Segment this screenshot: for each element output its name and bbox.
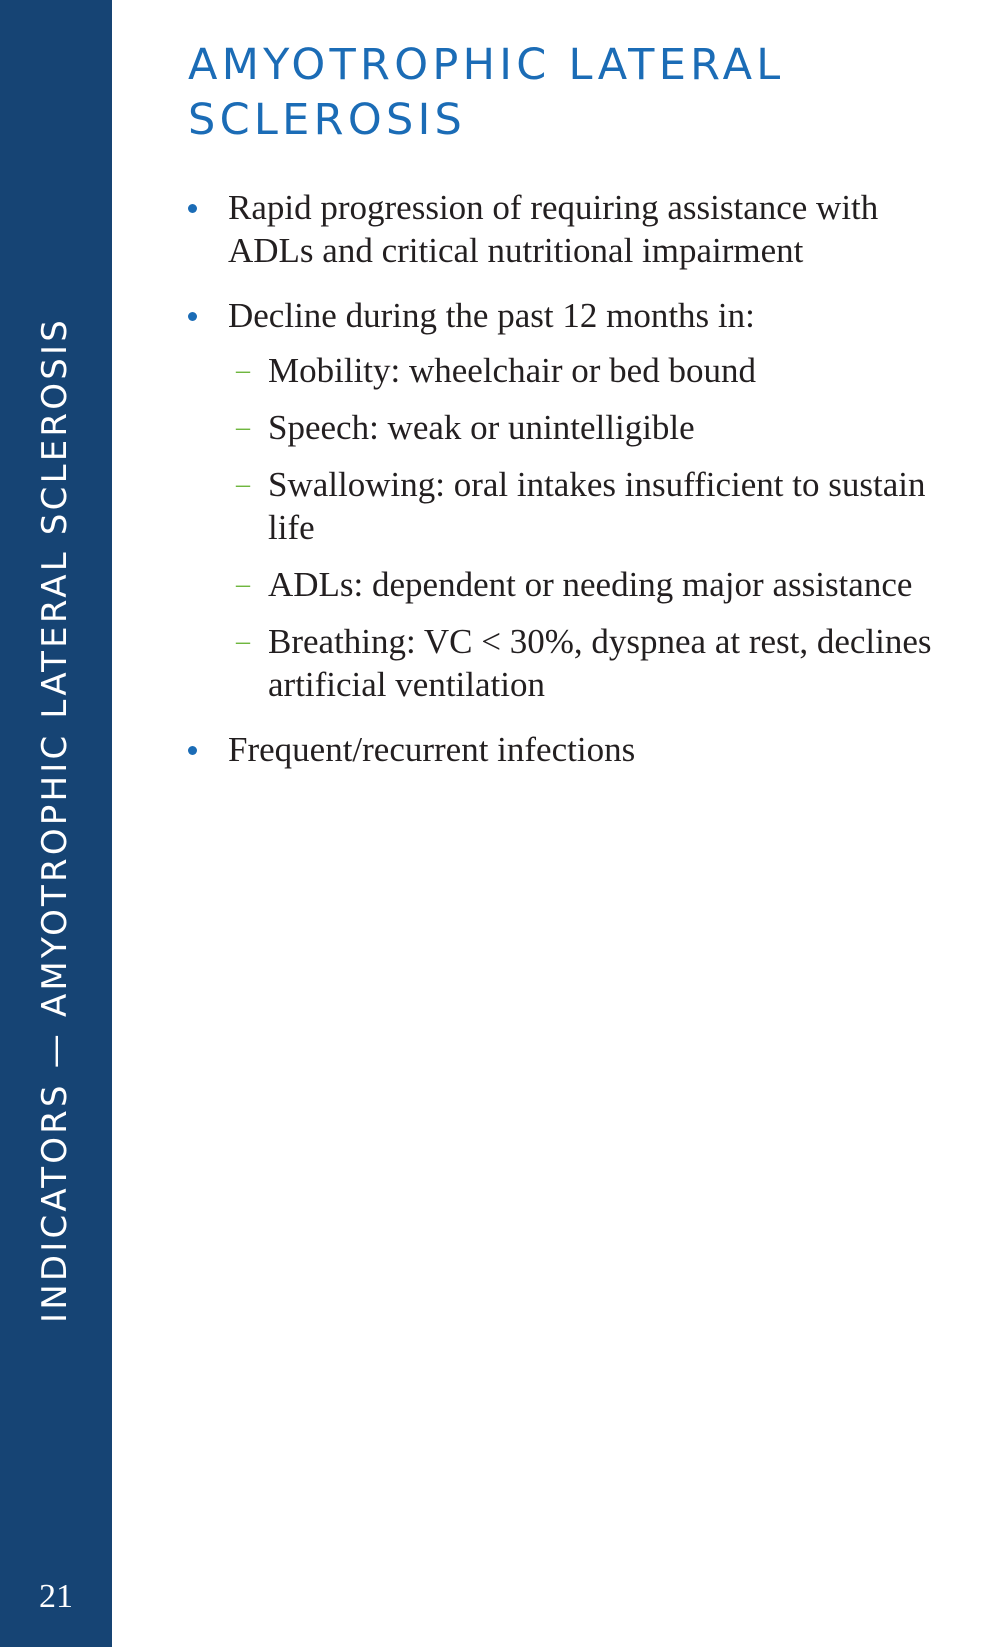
- sidebar-band: [0, 0, 112, 1647]
- bullet-icon: [188, 204, 197, 213]
- sub-item-text: Breathing: VC < 30%, dyspnea at rest, declines artificial ventilation: [268, 622, 932, 704]
- sub-item-text: ADLs: dependent or needing major assistance: [268, 565, 913, 604]
- page-title-line-1: AMYOTROPHIC LATERAL: [188, 40, 785, 90]
- page-title: [188, 38, 968, 148]
- sub-item-text: Mobility: wheelchair or bed bound: [268, 351, 756, 390]
- indicator-item-decline: [188, 294, 968, 706]
- main-content: [188, 38, 968, 793]
- page-title-line-2: SCLEROSIS: [188, 95, 467, 145]
- sub-item-mobility: [228, 349, 968, 392]
- decline-sub-list: [228, 349, 968, 706]
- dash-icon: –: [236, 569, 250, 600]
- indicator-text: Frequent/recurrent infections: [228, 730, 636, 769]
- indicator-text: Decline during the past 12 months in:: [228, 296, 755, 335]
- section-label: INDICATORS — AMYOTROPHIC LATERAL SCLEROSIS: [35, 316, 75, 1324]
- bullet-icon: [188, 312, 197, 321]
- sub-item-adls: [228, 563, 968, 606]
- page-number: 21: [39, 1578, 73, 1615]
- indicator-item-rapid-progression: [188, 186, 968, 272]
- sub-item-text: Swallowing: oral intakes insufficient to sustain life: [268, 465, 926, 547]
- indicator-list: [188, 186, 968, 771]
- dash-icon: –: [236, 412, 250, 443]
- indicator-item-infections: [188, 728, 968, 771]
- dash-icon: –: [236, 469, 250, 500]
- sub-item-swallowing: [228, 463, 968, 549]
- dash-icon: –: [236, 626, 250, 657]
- sub-item-text: Speech: weak or unintelligible: [268, 408, 695, 447]
- bullet-icon: [188, 746, 197, 755]
- sub-item-breathing: [228, 620, 968, 706]
- sub-item-speech: [228, 406, 968, 449]
- indicator-text: Rapid progression of requiring assistance with ADLs and critical nutritional impairment: [228, 188, 879, 270]
- dash-icon: –: [236, 355, 250, 386]
